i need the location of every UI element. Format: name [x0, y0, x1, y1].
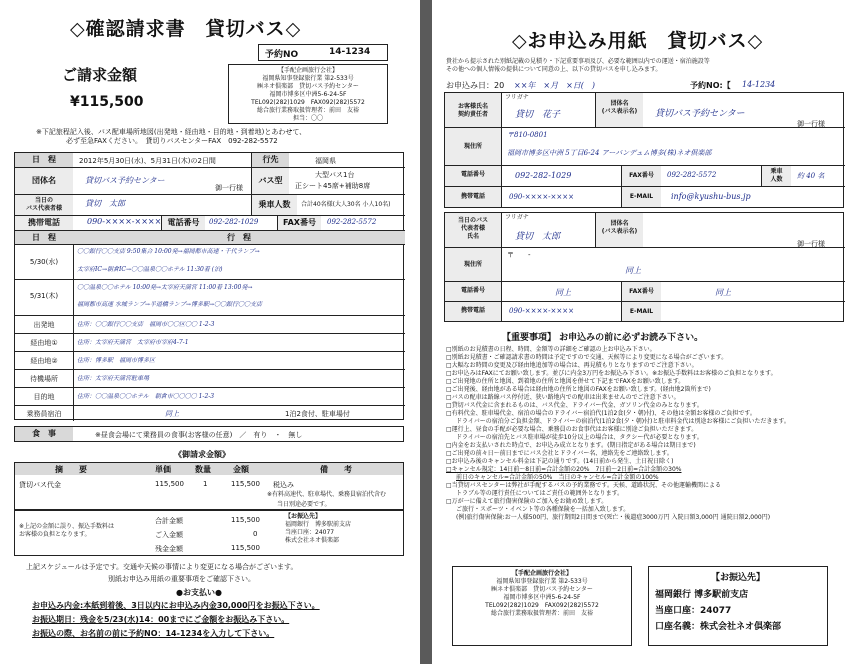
rep-zip: 〒 -: [507, 251, 531, 259]
rep-furigana: フリガナ: [505, 214, 529, 221]
passengers-label: 乗車人数: [251, 195, 297, 215]
important-item: □キャンセル規定：14日前～8日前=合計金額の20% 7日前～2日前=合計金額の30%: [446, 466, 682, 473]
billing-note: ※有料高速代、駐車場代、乗務員宿泊代含む: [267, 491, 387, 498]
meal-value: ※昼食会場にて乗務員の食事(お客様の任意) ／ 有り ・ 無し: [95, 431, 303, 439]
sum-value: 0: [253, 530, 258, 538]
invoice-amount-value: ¥115,500: [70, 94, 144, 110]
billing-cell: 1: [203, 480, 208, 488]
bank-info: [285, 513, 351, 545]
rep-value: 貸切 太郎: [85, 199, 125, 208]
important-item: □別紙お見積書・ご確認請求書の時間は予定ですので交通、天候等により変更になる場合がございます。: [446, 354, 728, 361]
billing-title: 《御請求金額》: [174, 450, 230, 459]
client-email-value: info@kyushu-bus.jp: [671, 192, 751, 201]
via1-value: 住所：太宰府天満宮 太宰府市宰府4-7-1: [77, 339, 189, 346]
important-item: □運行上、昼食の手配が必要な場合、乗務員のお食事代はお客様に別途ご負担いただきます。: [446, 426, 698, 433]
bus-type-value: 大型バス1台: [315, 171, 355, 179]
furigana-label: フリガナ: [505, 94, 529, 101]
rep-label: 当日のバス 代表者様 氏名: [457, 217, 488, 240]
important-item: ご旅行・スポーツ・イベント等の各種保険を一括加入致します。: [456, 506, 630, 513]
client-group-value: 貸切バス予約センター: [655, 109, 745, 119]
client-mobile-value: 090-××××-××××: [509, 193, 575, 201]
billing-side-note: ※上記の金額に誤り、振込手数料はお客様の負担となります。: [19, 523, 115, 538]
billing-header: 単価: [155, 465, 171, 474]
day1-line2: 太宰府IC→朝倉IC→〇〇温泉〇〇ホテル 11:30着 (泊): [77, 266, 223, 273]
tel-value: 092-282-1029: [209, 218, 259, 226]
fax-note-line: 必ず至急FAXください。 貸切りバスセンターFAX 092-282-5572: [66, 137, 278, 145]
apply-no-value: 14-1234: [742, 80, 776, 89]
important-item: 前日のキャンセル=合計金額の50% 当日のキャンセル=合計金額の100%: [456, 474, 659, 481]
sum-label: 合計金額: [155, 517, 183, 525]
passengers-value: 合計40名様(大人30名 小人10名): [301, 201, 391, 208]
sum-value: 115,500: [231, 544, 260, 552]
wait-value: 住所：太宰府天満宮駐車場: [77, 375, 150, 382]
meal-label: 食 事: [15, 427, 73, 441]
via2-value: 住所：博多駅 福岡市博多区: [77, 357, 156, 364]
bank-box: [648, 566, 828, 646]
company-line: 福岡県知事登録旅行業 第2-533号: [262, 75, 354, 82]
sum-label: ご入金額: [155, 531, 183, 539]
rep-group-label: 団体名 (バス表示名): [595, 213, 643, 247]
rep-block: [444, 212, 844, 322]
rep-email-label: E-MAIL: [621, 302, 661, 321]
client-tel-label: 電話番号: [460, 171, 485, 178]
company-line: 福岡市博多区中洲5-6-24-5F: [269, 91, 347, 98]
day2-line2: 福岡都市高速 水城ランプ→半道橋ランプ→博多駅→〇〇銀行〇〇支店: [77, 301, 262, 308]
destination-label: 行先: [251, 153, 289, 167]
important-title: 【重要事項】 お申込みの前に必ずお読み下さい。: [502, 333, 704, 343]
company-box: [228, 64, 388, 124]
schedule-note: 上記スケジュールは予定です。交通や天候の事情により変更になる場合がございます。: [26, 563, 298, 571]
intro-line: その他への個人情報の提供について同意の上、以下の貸切バスを申し込みます。: [446, 66, 662, 73]
summary-table: [14, 510, 404, 556]
important-item: □貸切バス代金に含まれるものは、バス代金、ドライバー代金、ガソリン代金のみとなります。: [446, 402, 703, 409]
apply-date-value: ××年 ×月 ×日( ): [514, 81, 596, 90]
important-item: □別紙のお見積書の日程、時間、金額等の詳細をご確認の上お申込み下さい。: [446, 346, 656, 353]
important-item: □内金をお支払いされた時点で、お申込み成立となります。(期日指定がある場合は期日まで): [446, 442, 696, 449]
client-group-suffix: 御一行様: [797, 120, 825, 128]
rep-group-suffix: 御一行様: [797, 240, 825, 248]
date-value: 2012年5月30日(水)、5月31日(木)の2日間: [79, 157, 216, 165]
application-form-page: [432, 0, 854, 664]
client-addr-label: 現住所: [463, 143, 482, 150]
payment-line-1: お申込み内金:本紙到着後、3日以内にお申込み内金30,000円をお振込下さい。: [32, 601, 320, 610]
payment-title: ●お支払い●: [176, 588, 222, 597]
client-fax-value: 092-282-5572: [667, 171, 717, 179]
depart-value: 住所：〇〇銀行〇〇支店 福岡市〇〇区〇〇 1-2-3: [77, 321, 215, 328]
bank-line: 【お振込先】: [285, 513, 322, 520]
bank-line: 福岡銀行 博多駅前支店: [655, 590, 749, 600]
client-label: お客様氏名 契約責任者: [457, 103, 488, 118]
important-item: トラブル等の運行責任についてはご責任の範囲外となります。: [456, 490, 624, 497]
goal-value: 住所：〇〇温泉〇〇ホテル 朝倉市〇〇〇〇 1-2-3: [77, 393, 215, 400]
via1-label: 経由地①: [30, 339, 58, 347]
fax-note-line: ※下記旅程記入後、バス配車場所地図(出発地・経由地・目的地・到着地)とあわせて、: [36, 128, 307, 136]
company-line: 【手配企画旅行会社】: [277, 67, 338, 74]
client-tel-value: 092-282-1029: [515, 171, 572, 180]
day1-label: 5/30(水): [29, 258, 59, 266]
bank-line: 【お振込先】: [710, 573, 765, 583]
apply-date-label: お申込み日：20: [446, 81, 505, 90]
lodging-value: 同上: [165, 410, 179, 418]
intro-line: 貴社から提示された別紙記載の見積り・下記重要事項及び、必要な範囲以内での運送・宿泊施設等: [446, 58, 710, 65]
via2-label: 経由地②: [30, 357, 58, 365]
client-mobile-label: 携帯電話: [460, 193, 485, 200]
client-email-label: E-MAIL: [621, 187, 661, 207]
lodging-note: 1泊2食付、駐車場付: [285, 410, 350, 418]
important-item: ドライバーの宿泊分ご負担金額、ドライバーの宿泊代(1泊2食(夕・朝)付)と駐車料金代は別途お客様にご負担いただきます。: [456, 418, 790, 425]
client-zip: 〒810-0801: [507, 131, 548, 139]
goal-label: 目的地: [33, 393, 55, 401]
important-item: ドライバーの宿泊先とバス駐車場が徒歩10分以上の場合は、タクシー代が必要となります。: [456, 434, 703, 441]
bank-line: 株式会社ネオ倶楽部: [285, 537, 340, 544]
payment-line-3: お振込の際、お名前の前に予約NO：14-1234を入力して下さい。: [32, 629, 275, 638]
company-line: 【手配企画旅行会社】: [511, 570, 572, 577]
request-no-value: 14-1234: [329, 47, 371, 57]
client-fax-label: FAX番号: [621, 166, 661, 186]
tel-label: 電話番号: [161, 216, 205, 230]
bank-line: 福岡銀行 博多駅前支店: [285, 521, 352, 528]
mobile-value: 090-××××-××××: [87, 217, 162, 226]
company-line: TEL092(282)1029 FAX092(282)5572: [485, 602, 599, 609]
fax-value: 092-282-5572: [327, 218, 377, 226]
meal-row: [14, 426, 404, 442]
rep-tel-label: 電話番号: [460, 287, 485, 294]
important-item: □大幅なお時間の変更及び経由地追加等の場合は、再見積もりとなりますのでご注意下さい。: [446, 362, 698, 369]
important-item: □ご出発の前々日～前日までにバス会社とドライバー名、連絡先をご連絡致します。: [446, 450, 673, 457]
company-box: [452, 566, 632, 646]
client-name: 貸切 花子: [515, 110, 561, 120]
bus-type-label: バス型: [251, 168, 289, 194]
invoice-amount-label: ご請求金額: [62, 66, 138, 84]
rep-label: 当日の バス代表者様: [15, 195, 73, 215]
sum-label: 残金金額: [155, 545, 183, 553]
company-line: ㈱ネオ倶楽部 貸切バス予約センター: [491, 586, 593, 593]
mobile-label: 携帯電話: [15, 216, 73, 230]
bank-line: 口座名義：株式会社ネオ倶楽部: [655, 622, 782, 632]
invoice-title: ◇確認請求書 貸切バス◇: [70, 18, 302, 40]
depart-label: 出発地: [33, 321, 55, 329]
important-list: [446, 346, 850, 522]
important-item: □お申込みはFAXにてお願い致します。並びに内金3万円をお振込み下さい。※お振込手数料はお客様のご負担となります。: [446, 370, 777, 377]
company-line: 総合旅行業務取扱管理者：前田 友裕: [256, 107, 359, 114]
bank-line: 当座口座：24077: [655, 606, 732, 616]
company-line: ㈱ネオ倶楽部 貸切バス予約センター: [257, 83, 359, 90]
payment-line-2: お振込期日：残金を5/23(水)14：00までにご金額をお振込み下さい。: [32, 615, 290, 624]
client-block: [444, 92, 844, 208]
billing-cell: 貸切バス代金: [19, 481, 61, 489]
riders-value: 約 40 名: [797, 172, 825, 180]
important-item: (例)旅行傷害保険:お一人様500円、旅行期間2日間まで(死亡・後遺症3000万円 入院日額3,000円 通院日額2,000円): [456, 514, 771, 521]
billing-note: 当日別途必要です。: [277, 501, 331, 508]
rep-addr-value: 同上: [625, 266, 641, 275]
important-item: □お申込み後のキャンセル料金は下記の通りです。(14日前から発生、土日祝日除く): [446, 458, 674, 465]
billing-cell: 115,500: [231, 480, 260, 488]
company-line: 福岡県知事登録旅行業 第2-533号: [496, 578, 588, 585]
day2-label: 5/31(木): [29, 292, 59, 300]
important-item: □ご出発後、経由地がある場合は経由地の住所と地図のFAXをお願い致します。(経由地2箇所まで): [446, 386, 711, 393]
form-title: ◇お申込み用紙 貸切バス◇: [512, 30, 764, 52]
rep-addr-label: 現住所: [463, 261, 482, 268]
day1-line1: 〇〇銀行〇〇支店 9:50集合 10:00発→福岡都市高速・千代ランプ→: [77, 248, 260, 255]
company-line: 担当：〇〇: [292, 115, 323, 122]
rep-mobile-value: 090-××××-××××: [509, 307, 575, 315]
itinerary-header: 行 程: [227, 233, 251, 242]
important-item: □ご出発地の住所と地図、到着地の住所と地図を併せて下記までFAXをお願い致します。: [446, 378, 685, 385]
sum-value: 115,500: [231, 516, 260, 524]
intro-text: [446, 58, 850, 74]
request-no-box: [258, 44, 388, 61]
company-line: 福岡市博多区中洲5-6-24-5F: [503, 594, 581, 601]
fax-label: FAX番号: [277, 216, 321, 230]
bank-line: 当座口座：24077: [285, 529, 335, 536]
client-group-label: 団体名 (バス表示名): [595, 93, 643, 127]
billing-header: 備 考: [320, 465, 352, 474]
date-label: 日 程: [15, 153, 73, 167]
itinerary-table: [14, 152, 404, 420]
rep-fax-label: FAX番号: [621, 282, 661, 301]
bus-seat-value: 正シート45席+補助8席: [295, 182, 371, 190]
confirmation-invoice-page: [0, 0, 420, 664]
rep-tel-value: 同上: [555, 288, 571, 297]
company-line: TEL092(282)1029 FAX092(282)5572: [251, 99, 365, 106]
lodging-label: 乗務員宿泊: [26, 410, 62, 418]
wait-label: 待機場所: [30, 375, 58, 383]
billing-cell: 115,500: [155, 480, 184, 488]
important-item: □万が一に備えて旅行傷害保険のご加入をお勧め致します。: [446, 498, 608, 505]
apply-no-label: 予約NO:【: [690, 81, 731, 90]
billing-header: 摘 要: [55, 465, 87, 474]
day2-line1: 〇〇温泉〇〇ホテル 10:00発→太宰府天満宮 11:00着 13:00発→: [77, 284, 253, 291]
important-item: □有料代金、駐車場代金、宿泊の場合のドライバー宿泊代(1泊2食(夕・朝)付)、その他は全額お客様のご負担です。: [446, 410, 756, 417]
itinerary-date-header: 日 程: [32, 233, 56, 242]
billing-cell: 税込み: [273, 481, 294, 489]
fax-note: [36, 128, 396, 146]
request-no-label: 予約NO: [265, 50, 299, 60]
billing-table: [14, 462, 404, 510]
rep-fax-value: 同上: [715, 288, 731, 297]
important-item: □バスの配車は路線バス停付近、狭い路地内での配車は出来ませんのでご注意下さい。: [446, 394, 680, 401]
destination-value: 福岡県: [315, 157, 336, 165]
company-line: 総合旅行業務取扱管理者：前田 友裕: [490, 610, 593, 617]
rep-name: 貸切 太郎: [515, 232, 561, 242]
terms-note: 別紙お申込み用紙の重要事項をご確認下さい。: [108, 575, 255, 583]
group-label: 団体名: [15, 168, 73, 194]
billing-header: 数量: [195, 465, 211, 474]
group-value: 貸切バス予約センター: [85, 176, 165, 185]
client-address: 福岡市博多区中洲 5丁目6-24 アーバンデュム博多(株)ネオ倶楽部: [507, 149, 712, 157]
rep-mobile-label: 携帯電話: [460, 307, 485, 314]
riders-label: 乗車 人数: [761, 166, 791, 186]
important-item: □当貸切バスセンターは弊社が手配するバスの予約業務です。天候、道路状況、その他運輸機関による: [446, 482, 721, 489]
group-suffix: 御一行様: [215, 184, 243, 192]
billing-header: 金額: [233, 465, 249, 474]
